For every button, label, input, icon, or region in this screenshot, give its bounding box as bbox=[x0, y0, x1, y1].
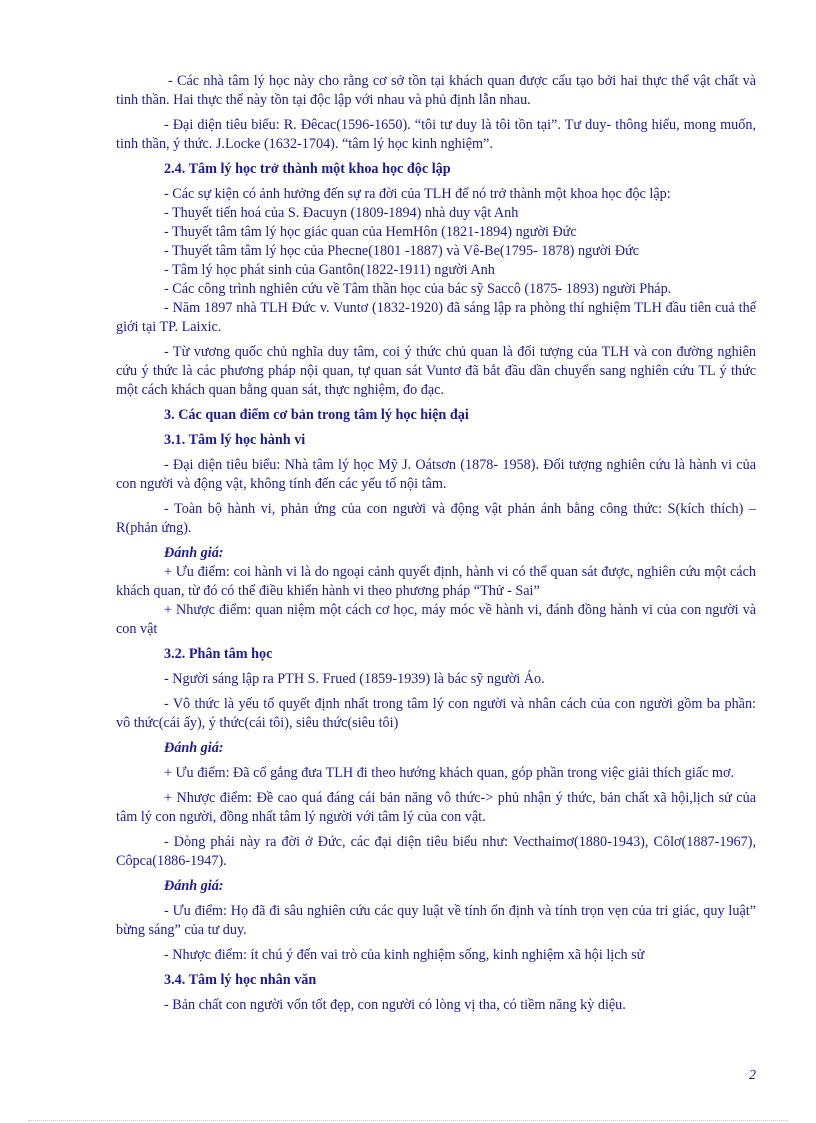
intro-paragraph-1: - Các nhà tâm lý học này cho rằng cơ sở tồn tại khách quan được cấu tạo bởi hai thực thể vật chất và tinh thần. Hai thực thể này tồn tại độc lập với nhau và phủ định lẫn nhau. bbox=[116, 73, 756, 108]
section-3-1-eval-pro: + Ưu điểm: coi hành vi là do ngoại cảnh quyết định, hành vi có thể quan sát được, nghiên cứu một cách khách quan, từ đó có thể điều khiển hành vi theo phương pháp “Thử - Sai” bbox=[116, 564, 756, 599]
section-3-2-eval-label: Đánh giá: bbox=[164, 740, 224, 756]
section-3-2-eval2-con: - Nhược điểm: ít chú ý đến vai trò của kinh nghiệm sống, kinh nghiệm xã hội lịch sử bbox=[164, 947, 645, 963]
section-3-heading: 3. Các quan điểm cơ bản trong tâm lý học hiện đại bbox=[164, 407, 469, 423]
section-3-2-paragraph-1: - Người sáng lập ra PTH S. Frued (1859-1939) là bác sỹ người Áo. bbox=[164, 671, 545, 687]
section-3-2-paragraph-2: - Vô thức là yếu tố quyết định nhất trong tâm lý con người và nhân cách của con người gồm ba phần: vô thức(cái ấy), ý thức(cái tôi), siêu thức(siêu tôi) bbox=[116, 696, 756, 731]
list-item: - Thuyết tiến hoá của S. Đacuyn (1809-1894) nhà duy vật Anh bbox=[164, 205, 519, 221]
section-3-1-eval-con: + Nhược điểm: quan niệm một cách cơ học, máy móc về hành vi, đánh đồng hành vi của con người và con vật bbox=[116, 602, 756, 637]
section-3-2-heading: 3.2. Phân tâm học bbox=[164, 646, 273, 662]
section-3-1-eval-label: Đánh giá: bbox=[164, 545, 224, 561]
section-3-1-heading: 3.1. Tâm lý học hành vi bbox=[164, 432, 306, 448]
section-3-2-school-paragraph: - Dòng phái này ra đời ở Đức, các đại diện tiêu biểu như: Vecthaimơ(1880-1943), Côlơ(1887-1967), Côpca(1886-1947). bbox=[116, 834, 756, 869]
section-3-4-paragraph: - Bản chất con người vốn tốt đẹp, con người có lòng vị tha, có tiềm năng kỳ diệu. bbox=[164, 997, 626, 1013]
list-item: - Các công trình nghiên cứu về Tâm thần học của bác sỹ Saccô (1875- 1893) người Pháp. bbox=[164, 281, 672, 297]
intro-paragraph-2: - Đại diện tiêu biểu: R. Đêcac(1596-1650). “tôi tư duy là tôi tồn tại”. Tư duy- thông hiểu, mong muốn, tinh thần, ý thức. J.Locke (1632-1704). “tâm lý học kinh nghiệm”. bbox=[116, 117, 756, 152]
section-2-4-paragraph: - Từ vương quốc chủ nghĩa duy tâm, coi ý thức chủ quan là đối tượng của TLH và con đường nghiên cứu ý thức là các phương pháp nội quan, tự quan sát Vuntơ đã bắt đầu dần chuyển sang nghiên cứu TL ý thức một cách khách quan bằng quan sát, thực nghiệm, đo đạc. bbox=[116, 344, 756, 398]
section-3-2-eval2-pro: - Ưu điểm: Họ đã đi sâu nghiên cứu các quy luật về tính ổn định và tính trọn vẹn của tri giác, quy luật” bừng sáng” của tư duy. bbox=[116, 903, 756, 938]
list-item: - Tâm lý học phát sinh của Gantôn(1822-1911) người Anh bbox=[164, 262, 495, 278]
list-item: - Thuyết tâm tâm lý học của Phecne(1801 -1887) và Vê-Be(1795- 1878) người Đức bbox=[164, 243, 640, 259]
section-2-4-heading: 2.4. Tâm lý học trở thành một khoa học độc lập bbox=[164, 161, 451, 177]
list-item: - Các sự kiện có ảnh hưởng đến sự ra đời của TLH để nó trở thành một khoa học độc lập: bbox=[164, 186, 671, 202]
list-item: - Năm 1897 nhà TLH Đức v. Vuntơ (1832-1920) đã sáng lập ra phòng thí nghiệm TLH đầu tiên cuả thế giới tại TP. Laixic. bbox=[116, 300, 756, 335]
footer-divider bbox=[28, 1120, 788, 1121]
page-number: 2 bbox=[749, 1068, 756, 1083]
section-3-1-paragraph-2: - Toàn bộ hành vi, phản ứng của con người và động vật phản ánh bằng công thức: S(kích thích) – R(phản ứng). bbox=[116, 501, 756, 536]
section-3-1-paragraph-1: - Đại diện tiêu biểu: Nhà tâm lý học Mỹ J. Oátsơn (1878- 1958). Đối tượng nghiên cứu là hành vi của con người và động vật, không tính đến các yếu tố nội tâm. bbox=[116, 457, 756, 492]
document-page bbox=[116, 72, 756, 1021]
section-2-4-list bbox=[116, 185, 756, 337]
section-3-2-eval-label-2: Đánh giá: bbox=[164, 878, 224, 894]
section-3-2-eval-pro: + Ưu điểm: Đã cố gắng đưa TLH đi theo hướng khách quan, góp phần trong việc giải thích giấc mơ. bbox=[164, 765, 734, 781]
section-3-4-heading: 3.4. Tâm lý học nhân văn bbox=[164, 972, 317, 988]
section-3-2-eval-con: + Nhược điểm: Đề cao quá đáng cái bản năng vô thức-> phủ nhận ý thức, bản chất xã hội,lịch sử của tâm lý con người, đồng nhất tâm lý người với tâm lý của con vật. bbox=[116, 790, 756, 825]
list-item: - Thuyết tâm tâm lý học giác quan của HemHôn (1821-1894) người Đức bbox=[164, 224, 577, 240]
